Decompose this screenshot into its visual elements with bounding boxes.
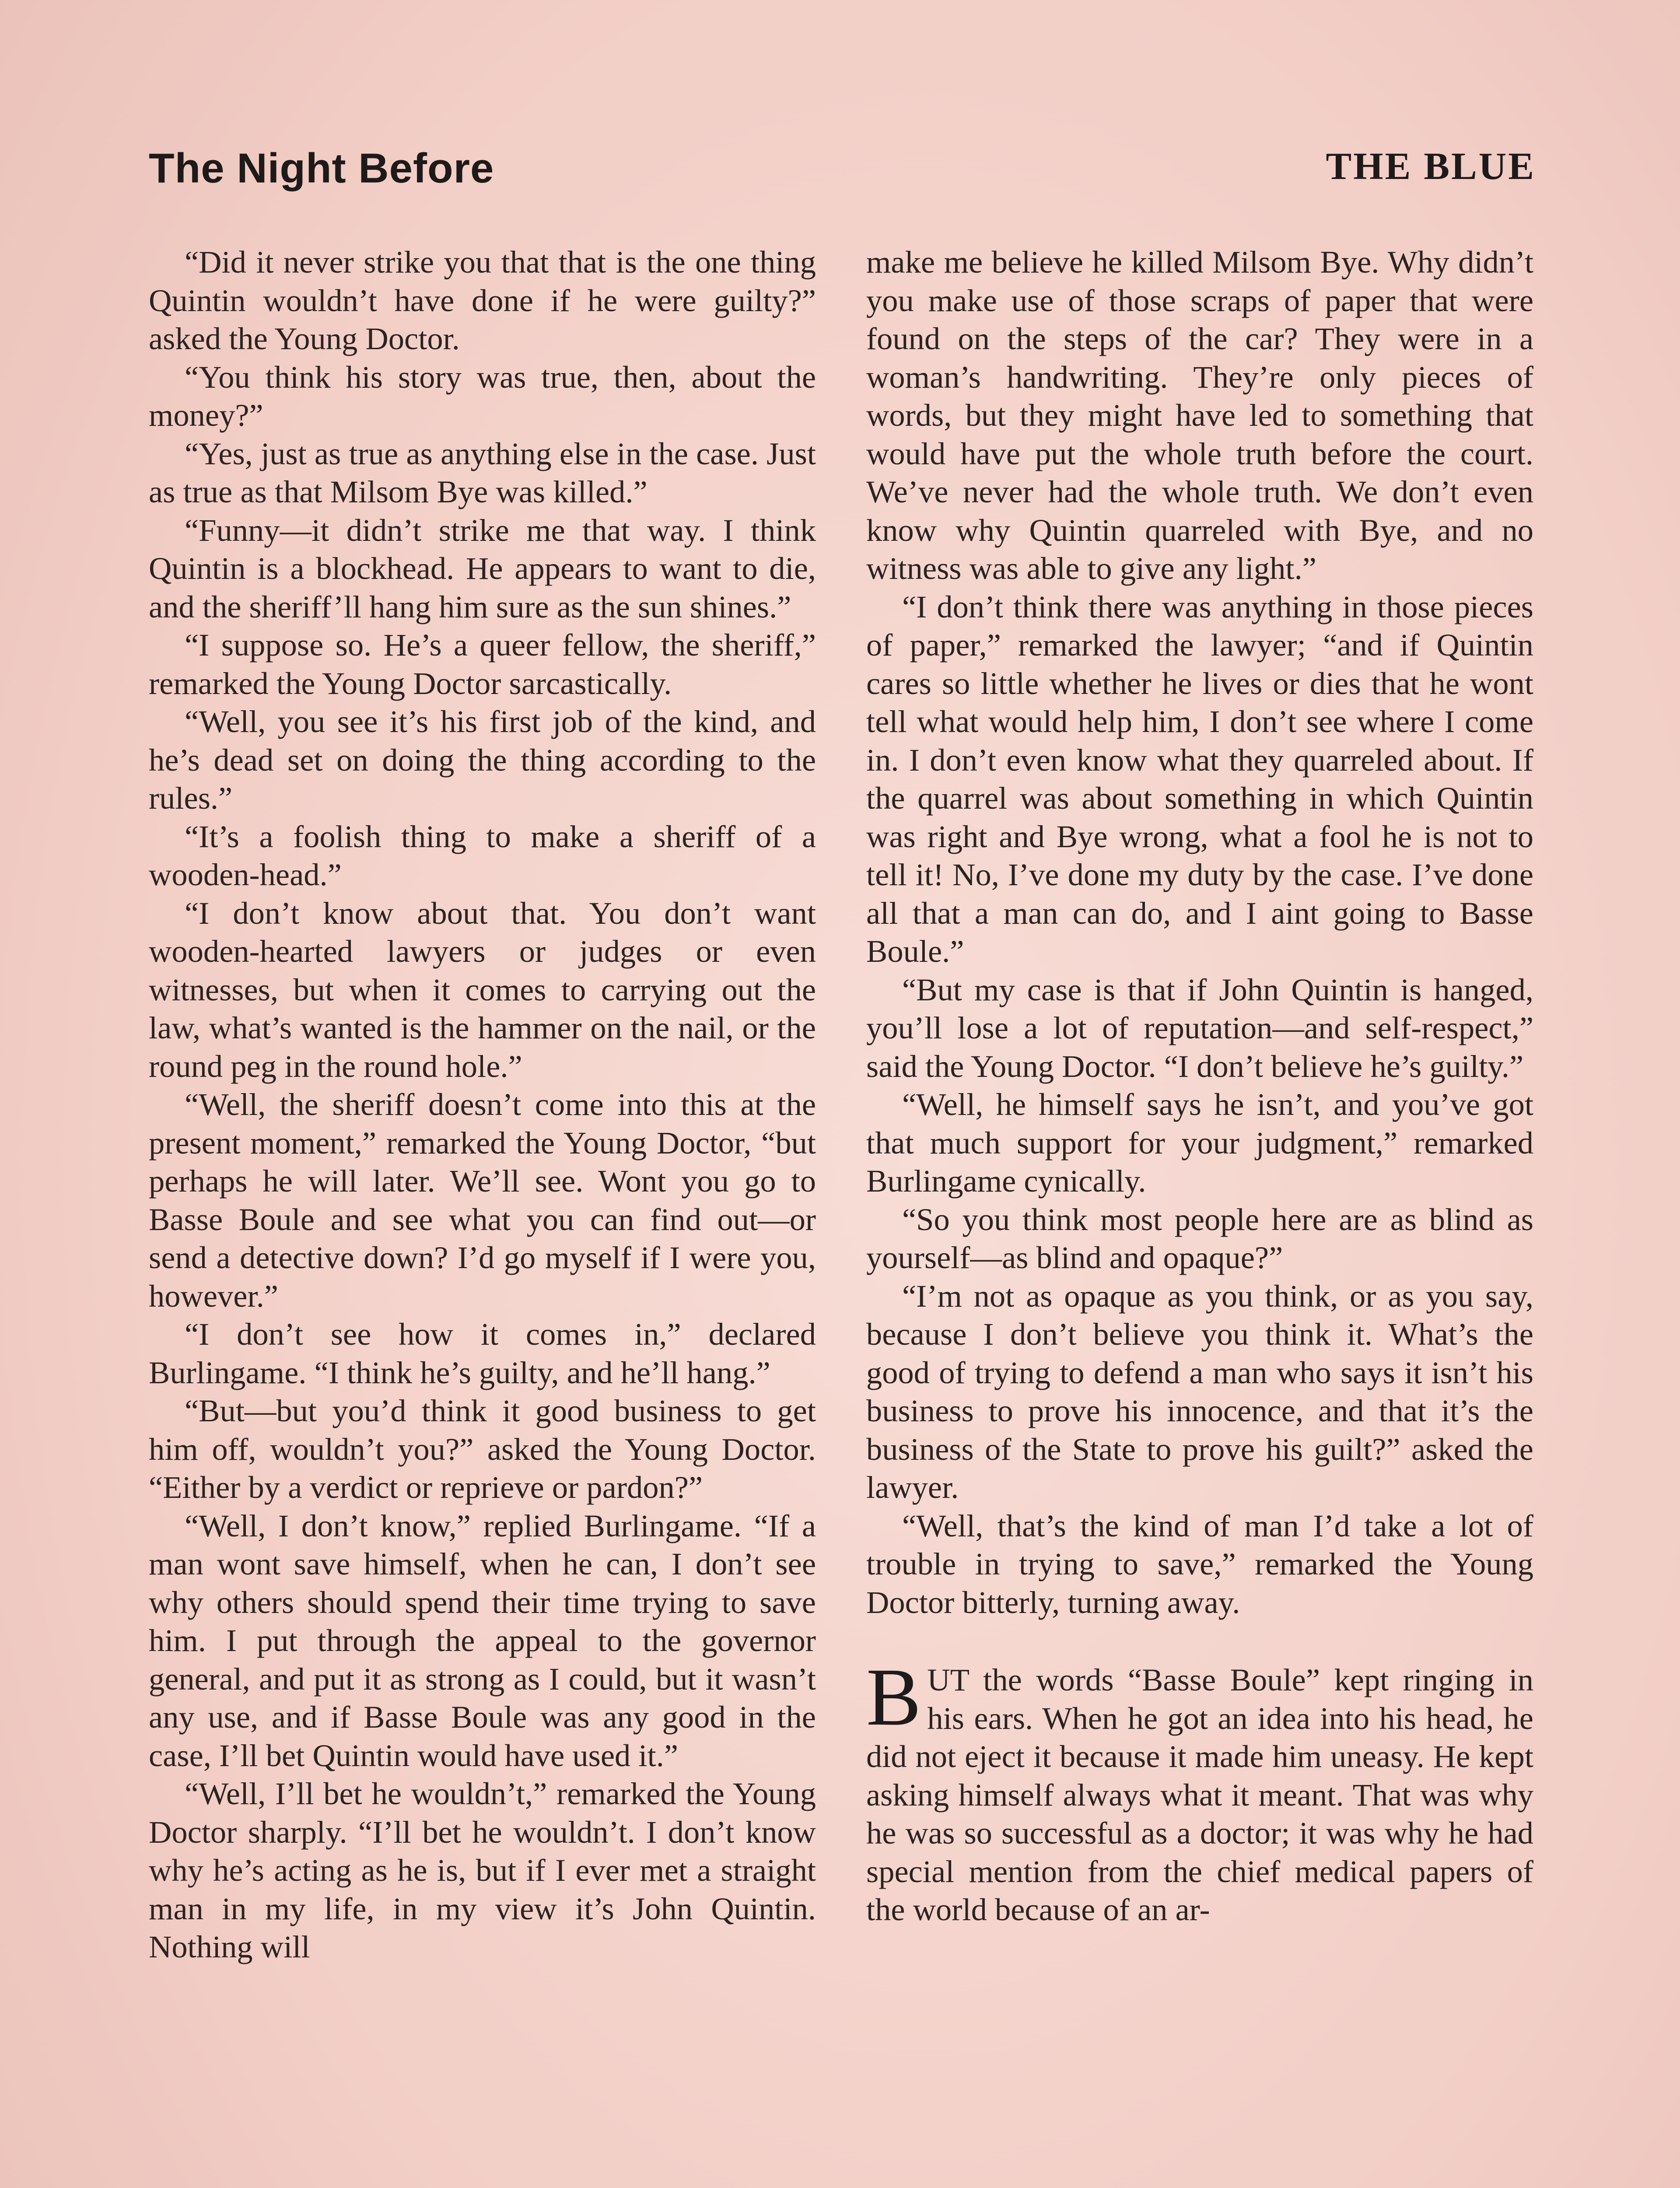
text-columns (149, 243, 1540, 2188)
paragraph: “I don’t see how it comes in,” declared Burlingame. “I think he’s guilty, and he’ll hang.” (149, 1316, 816, 1390)
left-column (149, 243, 816, 2188)
paragraph: “Well, the sheriff doesn’t come into this at the present moment,” remarked the Young Doctor, “but perhaps he will later. We’ll see. Wont you go to Basse Boule and see what you can find out—or send a detective down? I’d go myself if I were you, however.” (149, 1087, 816, 1314)
paragraph: “I don’t know about that. You don’t want wooden-hearted lawyers or judges or even witnesses, but when it comes to carrying out the law, what’s wanted is the hammer on the nail, or the round peg in the round hole.” (149, 895, 816, 1084)
paragraph: “Well, I’ll bet he wouldn’t,” remarked the Young Doctor sharply. “I’ll bet he wouldn’t. I don’t know why he’s acting as he is, but if I ever met a straight man in my life, in my view it’s John Quintin. Nothing will (149, 1776, 816, 1964)
paragraph: “Did it never strike you that that is the one thing Quintin wouldn’t have done if he were guilty?” asked the Young Doctor. (149, 244, 816, 356)
paragraph: “But my case is that if John Quintin is hanged, you’ll lose a lot of reputation—and self-respect,” said the Young Doctor. “I don’t believe he’s guilty.” (866, 971, 1533, 1084)
paragraph: “Well, that’s the kind of man I’d take a lot of trouble in trying to save,” remarked the Young Doctor bitterly, turning away. (866, 1508, 1533, 1620)
paragraph: “I suppose so. He’s a queer fellow, the sheriff,” remarked the Young Doctor sarcastically. (149, 627, 816, 701)
paragraph: “I’m not as opaque as you think, or as you say, because I don’t believe you think it. What’s the good of trying to defend a man who says it isn’t his business to prove his innocence, and that it’s the business of the State to prove his guilt?” asked the lawyer. (866, 1278, 1533, 1505)
paragraph: “Well, he himself says he isn’t, and you’ve got that much support for your judgment,” remarked Burlingame cynically. (866, 1087, 1533, 1199)
paragraph: “It’s a foolish thing to make a sheriff of a wooden-head.” (149, 818, 816, 892)
paragraph: “I don’t think there was anything in those pieces of paper,” remarked the lawyer; “and if Quintin cares so little whether he lives or dies that he wont tell what would help him, I don’t see where I come in. I don’t even know what they quarreled about. If the quarrel was about something in which Quintin was right and Bye wrong, what a fool he is not to tell it! No, I’ve done my duty by the case. I’ve done all that a man can do, and I aint going to Basse Boule.” (866, 589, 1533, 969)
paragraph: “So you think most people here are as blind as yourself—as blind and opaque?” (866, 1201, 1533, 1275)
paragraph: “Well, I don’t know,” replied Burlingame. “If a man wont save himself, when he can, I don’t see why others should spend their time trying to save him. I put through the appeal to the governor general, and put it as strong as I could, but it wasn’t any use, and if Basse Boule was any good in the case, I’ll bet Quintin would have used it.” (149, 1508, 816, 1773)
running-header (149, 144, 1536, 206)
paragraph: “Yes, just as true as anything else in the case. Just as true as that Milsom Bye was killed.” (149, 435, 816, 509)
section-text: UT the words “Basse Boule” kept ringing in his ears. When he got an idea into his head, he did not eject it because it made him uneasy. He kept asking himself always what it meant. That was why he was so successful as a doctor; it was why he had special mention from the chief medical papers of the world because of an ar- (866, 1662, 1533, 1927)
right-column (866, 243, 1533, 2188)
paragraph: “You think his story was true, then, about the money?” (149, 359, 816, 433)
paragraph: “Well, you see it’s his first job of the kind, and he’s dead set on doing the thing according to the rules.” (149, 704, 816, 816)
magazine-name: THE BLUE (1326, 145, 1536, 188)
story-title: The Night Before (149, 145, 494, 192)
drop-cap: B (866, 1651, 921, 1743)
paragraph: “Funny—it didn’t strike me that way. I think Quintin is a blockhead. He appears to want to die, and the sheriff’ll hang him sure as the sun shines.” (149, 512, 816, 624)
continued-paragraph: make me believe he killed Milsom Bye. Why didn’t you make use of those scraps of paper that were found on the steps of the car? They were in a woman’s handwriting. They’re only pieces of words, but they might have led to something that would have put the whole truth before the court. We’ve never had the whole truth. We don’t even know why Quintin quarreled with Bye, and no witness was able to give any light.” (866, 244, 1533, 586)
section-paragraph (866, 1651, 1533, 1929)
paragraph: “But—but you’d think it good business to get him off, wouldn’t you?” asked the Young Doctor. “Either by a verdict or reprieve or pardon?” (149, 1393, 816, 1505)
